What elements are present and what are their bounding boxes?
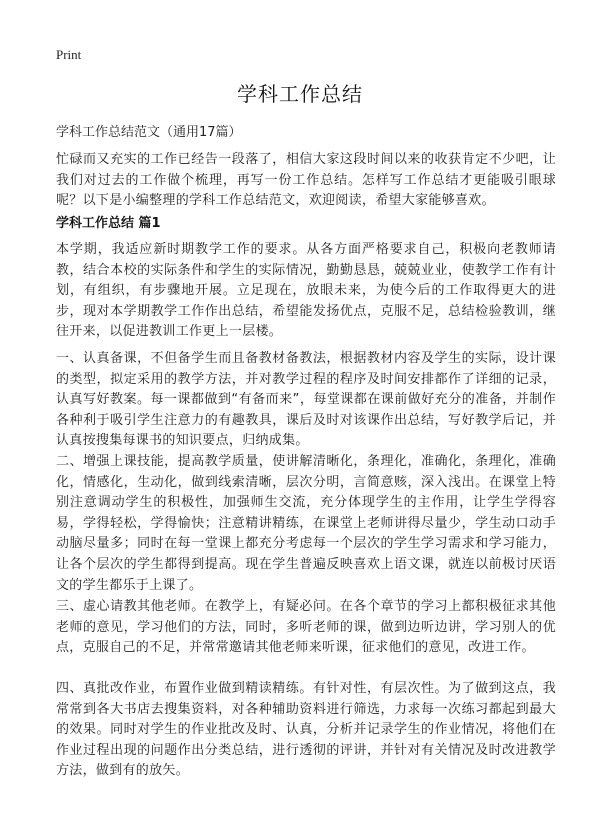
body-paragraph-1: 本学期，我适应新时期教学工作的要求。从各方面严格要求自己，积极向老教师请教，结合本校的实际条件和学生的实际情况，勤勤恳恳，兢兢业业，使教学工作有计划，有组织，有步骤地开展。立足现在，放眼未来，为使今后的工作取得更大的进步，现对本学期教学工作作出总结，希望能发扬优点，克服不足，总结检验教训，继往开来，以促进教训工作更上一层楼。 xyxy=(56,242,556,340)
body-paragraph-5: 四、真批改作业，布置作业做到精读精练。有针对性，有层次性。为了做到这点，我常常到各大书店去搜集资料，对各种辅助资料进行筛选，力求每一次练习都起到最大的效果。同时对学生的作业批改及时、认真，分析并记录学生的作业情况，将他们在作业过程出现的问题作出分类总结，进行透彻的评讲，并针对有关情况及时改进教学方法，做到有的放矢。 xyxy=(56,681,556,779)
intro-paragraph: 忙碌而又充实的工作已经告一段落了，相信大家这段时间以来的收获肯定不少吧，让我们对过去的工作做个梳理，再写一份工作总结。怎样写工作总结才更能吸引眼球呢？以下是小编整理的学科工作总结范文，欢迎阅读，希望大家能够喜欢。 xyxy=(56,152,556,209)
document-subtitle: 学科工作总结范文（通用17篇） xyxy=(56,125,242,140)
section-heading: 学科工作总结 篇1 xyxy=(56,216,161,231)
body-paragraph-2: 一、认真备课，不但备学生而且备教材备教法，根据教材内容及学生的实际，设计课的类型，拟定采用的教学方法，并对教学过程的程序及时间安排都作了详细的记录，认真写好教案。每一课都做到“有备而来”，每堂课都在课前做好充分的准备，并制作各种利于吸引学生注意力的有趣教具，课后及时对该课作出总结，写好教学后记，并认真按搜集每课书的知识要点，归纳成集。 xyxy=(56,351,556,449)
body-paragraph-3: 二、增强上课技能，提高教学质量，使讲解清晰化，条理化，准确化，条理化，准确化，情感化，生动化，做到线索清晰，层次分明，言简意赅，深入浅出。在课堂上特别注意调动学生的积极性，加强师生交流，充分体现学生的主作用，让学生学得容易，学得轻松，学得愉快；注意精讲精练，在课堂上老师讲得尽量少，学生动口动手动脑尽量多；同时在每一堂课上都充分考虑每一个层次的学生学习需求和学习能力，让各个层次的学生都得到提高。现在学生普遍反映喜欢上语文课，就连以前极讨厌语文的学生都乐于上课了。 xyxy=(56,454,556,593)
body-paragraph-4: 三、虚心请教其他老师。在教学上，有疑必问。在各个章节的学习上都积极征求其他老师的意见，学习他们的方法，同时，多听老师的课，做到边听边讲，学习别人的优点，克服自己的不足，并常常邀请其他老师来听课，征求他们的意见，改进工作。 xyxy=(56,599,556,656)
print-link[interactable]: Print xyxy=(56,47,82,62)
page-title: 学科工作总结 xyxy=(237,82,363,106)
